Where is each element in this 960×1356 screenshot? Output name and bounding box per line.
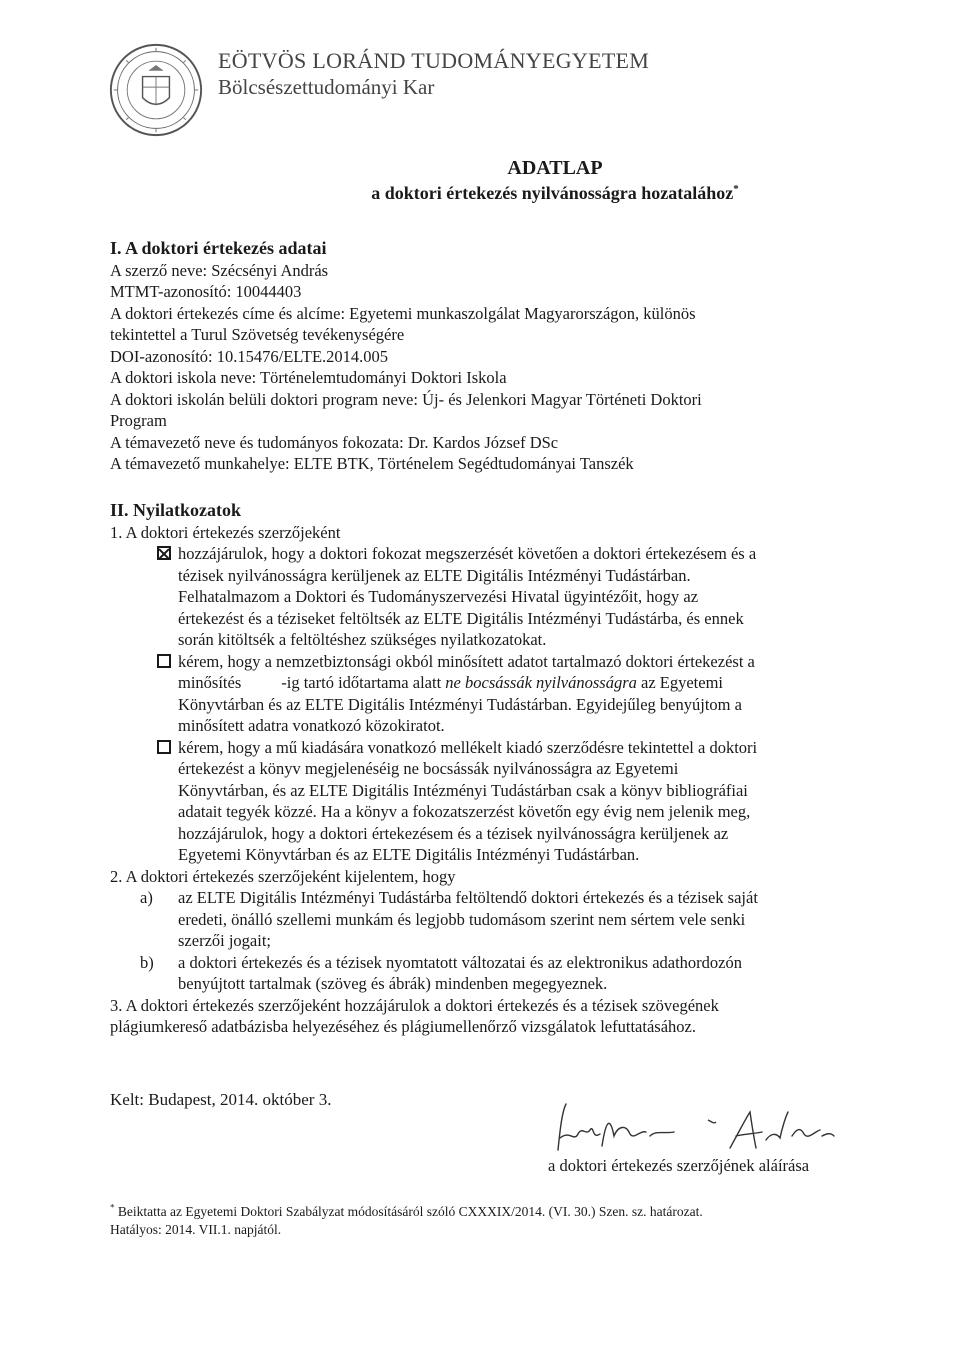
option-1: [110, 543, 850, 651]
section-title: II. Nyilatkozatok: [110, 500, 242, 520]
doctoral-program-line: A doktori iskolán belüli doktori program neve: Új- és Jelenkori Magyar Történeti Doktori: [110, 389, 702, 409]
item-2a-text: eredeti, önálló szellemi munkám és legjobb tudomásom szerint nem sértem vele senki: [178, 909, 746, 929]
section-title: I. A doktori értekezés adatai: [110, 238, 327, 258]
option-2-text: minősítés -ig tartó időtartama alatt ne bocsássák nyilvánosságra az Egyetemi: [178, 673, 724, 692]
option-3-text: kérem, hogy a mű kiadására vonatkozó mellékelt kiadó szerződésre tekintettel a doktori: [178, 737, 758, 757]
signature-caption: a doktori értekezés szerzőjének aláírása: [548, 1156, 810, 1175]
option-3-text: Egyetemi Könyvtárban és az ELTE Digitális Intézményi Tudástárban.: [178, 845, 640, 864]
dissertation-title-line: tekintettel a Turul Szövetség tevékenységére: [110, 325, 405, 344]
option-3-text: hozzájárulok, hogy a doktori értekezésem és a tézisek nyilvánosságra kerüljenek az: [178, 823, 729, 843]
doctoral-program-line: Program: [110, 411, 167, 430]
item-2b-text: a doktori értekezés és a tézisek nyomtatott változatai és az elektronikus adathordozón: [178, 952, 742, 972]
university-seal-icon: [108, 42, 204, 138]
item-1-intro: 1. A doktori értekezés szerzőjeként: [110, 522, 341, 542]
supervisor: A témavezető neve és tudományos fokozata: Dr. Kardos József DSc: [110, 432, 559, 452]
option-3-text: adatait tegyék közzé. Ha a könyv a fokozatszerzést követőn egy évig nem jelenik meg,: [178, 802, 751, 821]
footnote: [110, 1198, 850, 1239]
document-title: ADATLAP: [507, 157, 603, 179]
item-3-text: plágiumkereső adatbázisba helyezéséhez és plágiumellenőrző vizsgálatok lefuttatásához.: [110, 1017, 696, 1036]
option-2-checkbox[interactable]: [157, 654, 171, 668]
option-1-text: hozzájárulok, hogy a doktori fokozat megszerzését követően a doktori értekezésem és a: [178, 544, 757, 563]
author-name: A szerző neve: Szécsényi András: [110, 260, 329, 280]
item-2a: [110, 887, 850, 952]
item-2b-text: benyújtott tartalmak (szöveg és ábrák) mindenben megegyeznek.: [178, 974, 608, 993]
item-2a-label: a): [140, 888, 153, 907]
option-3-text: értekezést a könyv megjelenéséig ne bocsássák nyilvánosságra az Egyetemi: [178, 759, 679, 778]
item-2b-label: b): [140, 952, 154, 972]
item-2-intro: 2. A doktori értekezés szerzőjeként kijelentem, hogy: [110, 866, 456, 886]
handwritten-signature: [530, 1090, 850, 1165]
option-2-text: minősített adatra vonatkozó közokiratot.: [178, 716, 445, 735]
section-dissertation-data: [110, 238, 850, 475]
option-2-text: kérem, hogy a nemzetbiztonsági okból minősített adatot tartalmazó doktori értekezést a: [178, 651, 755, 671]
option-2: [110, 651, 850, 737]
option-1-text: tézisek nyilvánosságra kerüljenek az ELTE Digitális Intézményi Tudástárban.: [178, 565, 691, 585]
document-subtitle: a doktori értekezés nyilvánosságra hozatalához*: [371, 183, 739, 203]
footnote-line: * Beiktatta az Egyetemi Doktori Szabályzat módosításáról szóló CXXXIX/2014. (VI. 30.) Szen. sz. határozat.: [110, 1202, 703, 1219]
option-3: [110, 737, 850, 866]
option-1-text: értekezést és a téziseket feltöltsék az ELTE Digitális Intézményi Tudástárba, és ennek: [178, 608, 744, 628]
date-line: Kelt: Budapest, 2014. október 3.: [110, 1090, 332, 1109]
option-3-text: Könyvtárban, és az ELTE Digitális Intézményi Tudástárban csak a könyv bibliográfiai: [178, 780, 748, 800]
section-declarations: [110, 500, 850, 1038]
item-2a-text: szerzői jogait;: [178, 931, 272, 950]
item-2b: [110, 952, 850, 995]
doctoral-school: A doktori iskola neve: Történelemtudományi Doktori Iskola: [110, 368, 507, 387]
dissertation-title-line: A doktori értekezés címe és alcíme: Egyetemi munkaszolgálat Magyarországon, különös: [110, 303, 696, 323]
doi-id: DOI-azonosító: 10.15476/ELTE.2014.005: [110, 346, 389, 366]
footnote-mark: *: [733, 183, 739, 195]
option-3-checkbox[interactable]: [157, 740, 171, 754]
faculty-name: Bölcsészettudományi Kar: [218, 75, 435, 99]
item-3-text: 3. A doktori értekezés szerzőjeként hozzájárulok a doktori értekezés és a tézisek szövegének: [110, 995, 719, 1015]
option-1-checkbox[interactable]: [157, 546, 171, 560]
university-name: EÖTVÖS LORÁND TUDOMÁNYEGYETEM: [218, 48, 650, 73]
option-2-text: Könyvtárban és az ELTE Digitális Intézményi Tudástárban. Egyidejűleg benyújtom a: [178, 694, 742, 714]
option-1-text: során kitöltsék a feltöltéshez szükséges nyilatkozatokat.: [178, 630, 547, 649]
supervisor-workplace: A témavezető munkahelye: ELTE BTK, Történelem Segédtudományai Tanszék: [110, 454, 634, 473]
item-2a-text: az ELTE Digitális Intézményi Tudástárba feltöltendő doktori értekezés és a tézisek saját: [178, 888, 758, 907]
option-1-text: Felhatalmazom a Doktori és Tudományszervezési Hivatal ügyintézőit, hogy az: [178, 587, 699, 606]
mtmt-id: MTMT-azonosító: 10044403: [110, 282, 302, 301]
footnote-line: Hatályos: 2014. VII.1. napjától.: [110, 1221, 282, 1237]
